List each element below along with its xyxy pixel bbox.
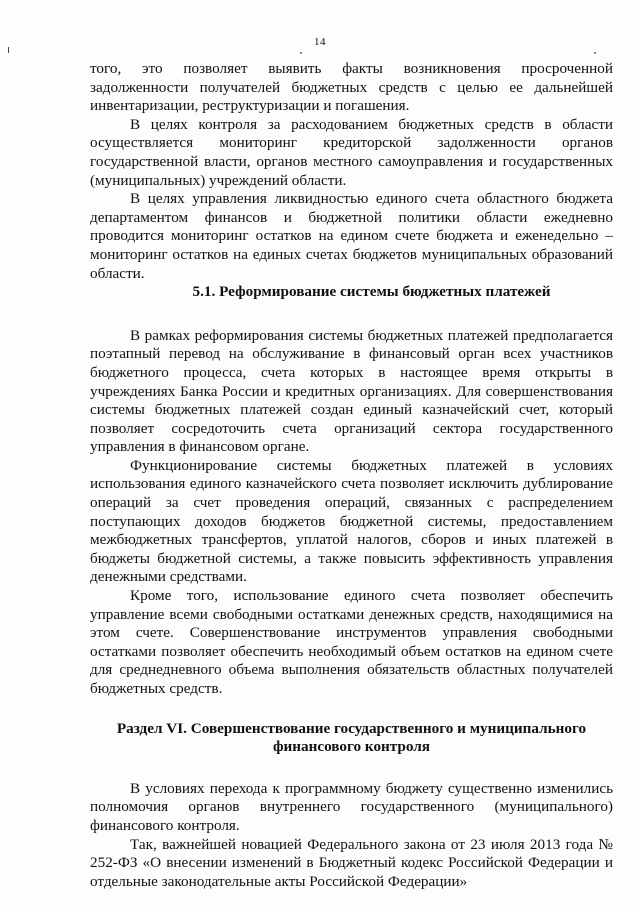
paragraph: Кроме того, использование единого счета позволяет обеспечить управление всеми свободными остатками денежных средств, находящимися на этом счете. Совершенствование инструментов управления свободными остатками позволяет обеспечить необходимый объем остатков на едином счете для среднедневного объема выполнения обязательств областных получателей бюджетных средств. xyxy=(90,587,613,697)
section-heading xyxy=(90,720,613,757)
paragraph: того, это позволяет выявить факты возникновения просроченной задолженности получателей бюджетных средств с целью ее дальнейшей инвентаризации, реструктуризации и погашения. xyxy=(90,60,613,115)
paragraph: В условиях перехода к программному бюджету существенно изменились полномочия органов внутреннего государственного (муниципального) финансового контроля. xyxy=(90,779,613,834)
paragraph: В рамках реформирования системы бюджетных платежей предполагается поэтапный перевод на обслуживание в финансовый орган всех участников бюджетного процесса, счета которых в настоящее время открыты в учреждениях Банка России и кредитных организациях. Для совершенствования системы бюджетных платежей создан единый казначейский счет, который позволяет сосредоточить счета организаций сектора государственного управления в финансовом органе. xyxy=(90,326,613,456)
scan-dot xyxy=(300,52,302,54)
section-heading-line: финансового контроля xyxy=(272,738,431,756)
paragraph: В целях управления ликвидностью единого счета областного бюджета департаментом финансов и бюджетной политики области ежедневно проводится мониторинг остатков на едином счете бюджета и еженедельно – мониторинг остатков на единых счетах бюджетов муниципальных образований области. xyxy=(90,190,613,282)
page-number: 14 xyxy=(314,36,326,48)
scan-dot xyxy=(594,52,596,54)
section-heading-line: Раздел VI. Совершенствование государственного и муниципального xyxy=(116,719,587,737)
document-body xyxy=(90,60,613,891)
paragraph: В целях контроля за расходованием бюджетных средств в области осуществляется мониторинг кредиторской задолженности органов государственной власти, органов местного самоуправления и государственных (муниципальных) учреждений области. xyxy=(90,115,613,189)
paragraph: Так, важнейшей новацией Федерального закона от 23 июля 2013 года № 252-ФЗ «О внесении изменений в Бюджетный кодекс Российской Федерации и отдельные законодательные акты Российской Федерации» xyxy=(90,835,613,890)
paragraph: Функционирование системы бюджетных платежей в условиях использования единого казначейского счета позволяет исключить дублирование операций за счет проведения операций, связанных с распределением поступающих доходов бюджетов бюджетной системы, предоставлением межбюджетных трансфертов, уплатой налогов, сборов и иных платежей в бюджеты бюджетной системы, а также повысить эффективность управления денежными средствами. xyxy=(90,456,613,586)
subsection-heading: 5.1. Реформирование системы бюджетных платежей xyxy=(192,283,551,301)
